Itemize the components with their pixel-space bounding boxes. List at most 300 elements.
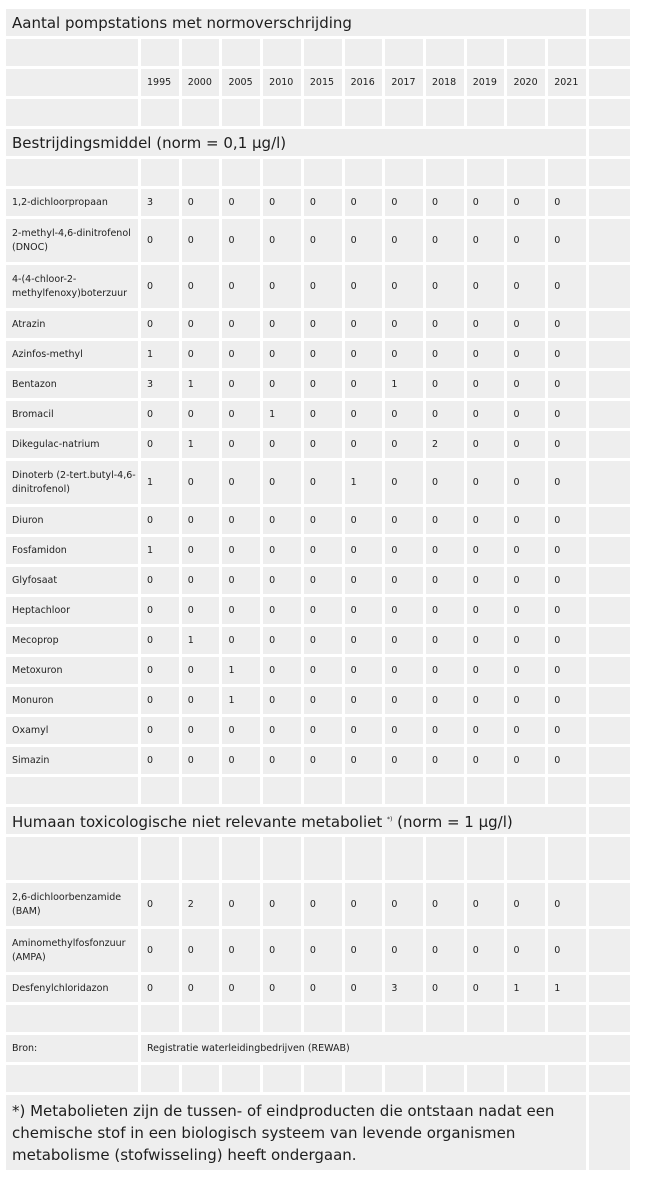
empty-cell (304, 1005, 342, 1032)
value-cell: 0 (548, 341, 586, 368)
section1-title: Bestrijdingsmiddel (norm = 0,1 µg/l) (6, 129, 586, 156)
year-header: 2010 (263, 69, 301, 96)
empty-cell (589, 189, 630, 216)
value-cell: 0 (345, 537, 383, 564)
value-cell: 0 (426, 929, 464, 972)
row-label: Metoxuron (6, 657, 138, 684)
value-cell: 0 (467, 717, 505, 744)
table-row (6, 929, 630, 972)
row-label: Monuron (6, 687, 138, 714)
empty-cell (222, 1065, 260, 1092)
empty-cell (141, 39, 179, 66)
row-label: Bentazon (6, 371, 138, 398)
empty-cell (589, 537, 630, 564)
value-cell: 0 (141, 657, 179, 684)
value-cell: 0 (507, 401, 545, 428)
empty-cell (426, 1065, 464, 1092)
value-cell: 0 (304, 461, 342, 504)
empty-cell (589, 929, 630, 972)
empty-cell (182, 99, 220, 126)
empty-cell (426, 39, 464, 66)
page-title-row (6, 9, 630, 36)
value-cell: 0 (507, 507, 545, 534)
row-label: Azinfos-methyl (6, 341, 138, 368)
value-cell: 2 (182, 883, 220, 926)
value-cell: 0 (385, 401, 423, 428)
value-cell: 0 (304, 747, 342, 774)
empty-cell (548, 837, 586, 880)
spacer-row (6, 1005, 630, 1032)
value-cell: 0 (345, 627, 383, 654)
value-cell: 0 (345, 189, 383, 216)
value-cell: 0 (304, 717, 342, 744)
value-cell: 0 (182, 717, 220, 744)
value-cell: 0 (263, 537, 301, 564)
value-cell: 0 (222, 189, 260, 216)
value-cell: 0 (182, 597, 220, 624)
table-row (6, 219, 630, 262)
table-row (6, 371, 630, 398)
value-cell: 0 (263, 461, 301, 504)
value-cell: 0 (263, 219, 301, 262)
empty-cell (385, 159, 423, 186)
empty-cell (426, 1005, 464, 1032)
value-cell: 3 (385, 975, 423, 1002)
value-cell: 1 (222, 687, 260, 714)
value-cell: 0 (507, 627, 545, 654)
empty-cell (6, 39, 138, 66)
value-cell: 0 (467, 311, 505, 338)
empty-cell (6, 69, 138, 96)
empty-cell (589, 507, 630, 534)
value-cell: 0 (385, 597, 423, 624)
value-cell: 3 (141, 189, 179, 216)
empty-cell (304, 1065, 342, 1092)
value-cell: 0 (141, 975, 179, 1002)
value-cell: 0 (426, 567, 464, 594)
value-cell: 0 (548, 929, 586, 972)
value-cell: 0 (507, 747, 545, 774)
value-cell: 0 (222, 537, 260, 564)
table-row (6, 265, 630, 308)
table-row (6, 567, 630, 594)
value-cell: 0 (222, 401, 260, 428)
value-cell: 0 (304, 341, 342, 368)
value-cell: 0 (304, 507, 342, 534)
empty-cell (589, 567, 630, 594)
spacer-row (6, 837, 630, 880)
value-cell: 0 (548, 747, 586, 774)
data-table-container (6, 9, 630, 1173)
empty-cell (141, 1005, 179, 1032)
value-cell: 0 (222, 461, 260, 504)
value-cell: 0 (345, 597, 383, 624)
value-cell: 0 (345, 567, 383, 594)
empty-cell (589, 9, 630, 36)
empty-cell (467, 837, 505, 880)
empty-cell (385, 1005, 423, 1032)
value-cell: 0 (345, 265, 383, 308)
empty-cell (182, 777, 220, 804)
empty-cell (589, 401, 630, 428)
empty-cell (548, 99, 586, 126)
value-cell: 0 (222, 311, 260, 338)
row-label: Dikegulac-natrium (6, 431, 138, 458)
empty-cell (548, 159, 586, 186)
page-title: Aantal pompstations met normoverschrijding (6, 9, 586, 36)
value-cell: 0 (345, 311, 383, 338)
empty-cell (467, 777, 505, 804)
value-cell: 0 (507, 219, 545, 262)
value-cell: 0 (548, 597, 586, 624)
value-cell: 0 (304, 597, 342, 624)
spacer-row (6, 777, 630, 804)
value-cell: 0 (426, 975, 464, 1002)
value-cell: 0 (426, 265, 464, 308)
value-cell: 0 (385, 687, 423, 714)
value-cell: 0 (426, 883, 464, 926)
value-cell: 0 (182, 401, 220, 428)
value-cell: 0 (548, 537, 586, 564)
value-cell: 0 (426, 747, 464, 774)
empty-cell (507, 837, 545, 880)
empty-cell (141, 1065, 179, 1092)
value-cell: 0 (426, 717, 464, 744)
spacer-row (6, 159, 630, 186)
empty-cell (548, 1005, 586, 1032)
value-cell: 0 (426, 687, 464, 714)
empty-cell (589, 807, 630, 834)
value-cell: 0 (222, 371, 260, 398)
value-cell: 0 (426, 371, 464, 398)
empty-cell (589, 311, 630, 338)
empty-cell (385, 99, 423, 126)
value-cell: 0 (426, 189, 464, 216)
value-cell: 0 (467, 627, 505, 654)
empty-cell (589, 265, 630, 308)
empty-cell (385, 1065, 423, 1092)
value-cell: 1 (141, 461, 179, 504)
value-cell: 0 (426, 657, 464, 684)
row-label: 4-(4-chloor-2-methylfenoxy)boterzuur (6, 265, 138, 308)
value-cell: 0 (548, 265, 586, 308)
empty-cell (304, 39, 342, 66)
value-cell: 0 (182, 567, 220, 594)
empty-cell (507, 159, 545, 186)
value-cell: 0 (385, 461, 423, 504)
value-cell: 0 (548, 883, 586, 926)
value-cell: 0 (345, 341, 383, 368)
value-cell: 0 (345, 371, 383, 398)
value-cell: 0 (263, 189, 301, 216)
value-cell: 0 (548, 311, 586, 338)
row-label: Aminomethylfosfonzuur (AMPA) (6, 929, 138, 972)
value-cell: 0 (222, 883, 260, 926)
value-cell: 0 (507, 597, 545, 624)
value-cell: 0 (141, 567, 179, 594)
value-cell: 1 (182, 431, 220, 458)
empty-cell (589, 371, 630, 398)
table-row (6, 461, 630, 504)
value-cell: 0 (467, 929, 505, 972)
value-cell: 0 (548, 687, 586, 714)
empty-cell (345, 777, 383, 804)
empty-cell (182, 39, 220, 66)
empty-cell (263, 1065, 301, 1092)
value-cell: 0 (507, 189, 545, 216)
value-cell: 0 (182, 929, 220, 972)
value-cell: 0 (548, 657, 586, 684)
spacer-row (6, 1065, 630, 1092)
value-cell: 0 (548, 507, 586, 534)
value-cell: 2 (426, 431, 464, 458)
value-cell: 0 (304, 371, 342, 398)
value-cell: 0 (263, 341, 301, 368)
value-cell: 0 (182, 975, 220, 1002)
table-row (6, 657, 630, 684)
value-cell: 0 (304, 687, 342, 714)
section2-title (6, 807, 586, 834)
value-cell: 0 (141, 883, 179, 926)
section2-title-row (6, 807, 630, 834)
value-cell: 0 (263, 883, 301, 926)
value-cell: 0 (345, 747, 383, 774)
value-cell: 0 (222, 507, 260, 534)
value-cell: 0 (345, 657, 383, 684)
empty-cell (467, 99, 505, 126)
value-cell: 0 (263, 371, 301, 398)
empty-cell (426, 159, 464, 186)
table-row (6, 431, 630, 458)
table-row (6, 537, 630, 564)
value-cell: 1 (507, 975, 545, 1002)
value-cell: 0 (507, 883, 545, 926)
empty-cell (345, 159, 383, 186)
value-cell: 0 (507, 717, 545, 744)
empty-cell (589, 99, 630, 126)
source-value: Registratie waterleidingbedrijven (REWAB) (141, 1035, 586, 1062)
value-cell: 0 (507, 461, 545, 504)
row-label: Simazin (6, 747, 138, 774)
table-row (6, 189, 630, 216)
empty-cell (589, 747, 630, 774)
empty-cell (263, 159, 301, 186)
value-cell: 0 (467, 431, 505, 458)
empty-cell (589, 431, 630, 458)
value-cell: 0 (182, 311, 220, 338)
value-cell: 0 (507, 341, 545, 368)
empty-cell (548, 1065, 586, 1092)
value-cell: 0 (548, 461, 586, 504)
empty-cell (589, 69, 630, 96)
empty-cell (589, 129, 630, 156)
year-header: 2005 (222, 69, 260, 96)
row-label: Desfenylchloridazon (6, 975, 138, 1002)
row-label: Heptachloor (6, 597, 138, 624)
value-cell: 0 (304, 883, 342, 926)
value-cell: 0 (426, 597, 464, 624)
section2-title-text: Humaan toxicologische niet relevante metaboliet (12, 812, 388, 831)
empty-cell (589, 975, 630, 1002)
value-cell: 0 (304, 265, 342, 308)
empty-cell (507, 1005, 545, 1032)
value-cell: 0 (222, 747, 260, 774)
empty-cell (345, 1065, 383, 1092)
value-cell: 0 (345, 975, 383, 1002)
empty-cell (507, 1065, 545, 1092)
value-cell: 0 (426, 311, 464, 338)
source-label: Bron: (6, 1035, 138, 1062)
empty-cell (304, 837, 342, 880)
value-cell: 0 (345, 431, 383, 458)
value-cell: 0 (426, 507, 464, 534)
value-cell: 0 (385, 265, 423, 308)
empty-cell (426, 99, 464, 126)
table-row (6, 311, 630, 338)
value-cell: 0 (304, 975, 342, 1002)
empty-cell (222, 777, 260, 804)
value-cell: 0 (467, 597, 505, 624)
value-cell: 0 (548, 431, 586, 458)
value-cell: 1 (182, 371, 220, 398)
value-cell: 0 (263, 507, 301, 534)
empty-cell (345, 837, 383, 880)
empty-cell (548, 777, 586, 804)
value-cell: 0 (385, 537, 423, 564)
table-row (6, 507, 630, 534)
empty-cell (182, 1065, 220, 1092)
value-cell: 0 (467, 461, 505, 504)
row-label: Diuron (6, 507, 138, 534)
value-cell: 0 (345, 687, 383, 714)
footnote-marker: *) (387, 815, 393, 823)
year-header: 1995 (141, 69, 179, 96)
value-cell: 1 (182, 627, 220, 654)
value-cell: 0 (467, 189, 505, 216)
value-cell: 0 (385, 219, 423, 262)
value-cell: 0 (426, 219, 464, 262)
empty-cell (507, 777, 545, 804)
value-cell: 0 (141, 431, 179, 458)
value-cell: 0 (182, 219, 220, 262)
value-cell: 0 (141, 929, 179, 972)
empty-cell (304, 99, 342, 126)
empty-cell (467, 1065, 505, 1092)
empty-cell (385, 39, 423, 66)
table-body (6, 9, 630, 1170)
row-label: 2-methyl-4,6-dinitrofenol (DNOC) (6, 219, 138, 262)
value-cell: 1 (141, 537, 179, 564)
value-cell: 0 (548, 189, 586, 216)
value-cell: 0 (222, 567, 260, 594)
section1-title-row (6, 129, 630, 156)
value-cell: 0 (263, 597, 301, 624)
empty-cell (426, 837, 464, 880)
table-row (6, 687, 630, 714)
value-cell: 1 (141, 341, 179, 368)
value-cell: 0 (467, 567, 505, 594)
value-cell: 0 (467, 401, 505, 428)
value-cell: 0 (385, 567, 423, 594)
value-cell: 0 (263, 747, 301, 774)
value-cell: 0 (426, 401, 464, 428)
row-label: Fosfamidon (6, 537, 138, 564)
empty-cell (589, 1065, 630, 1092)
value-cell: 3 (141, 371, 179, 398)
footnote-row (6, 1095, 630, 1170)
value-cell: 0 (507, 431, 545, 458)
value-cell: 0 (263, 657, 301, 684)
value-cell: 0 (507, 371, 545, 398)
empty-cell (589, 1035, 630, 1062)
empty-cell (385, 777, 423, 804)
empty-cell (222, 39, 260, 66)
value-cell: 0 (548, 371, 586, 398)
empty-cell (182, 837, 220, 880)
table-row (6, 401, 630, 428)
value-cell: 0 (467, 507, 505, 534)
empty-cell (263, 39, 301, 66)
value-cell: 0 (385, 717, 423, 744)
value-cell: 0 (467, 341, 505, 368)
table-row (6, 883, 630, 926)
value-cell: 0 (304, 567, 342, 594)
empty-cell (6, 1005, 138, 1032)
value-cell: 0 (263, 311, 301, 338)
empty-cell (304, 777, 342, 804)
value-cell: 0 (304, 401, 342, 428)
row-label: Glyfosaat (6, 567, 138, 594)
empty-cell (589, 837, 630, 880)
value-cell: 0 (263, 717, 301, 744)
empty-cell (182, 159, 220, 186)
value-cell: 0 (385, 189, 423, 216)
value-cell: 0 (141, 627, 179, 654)
empty-cell (263, 99, 301, 126)
value-cell: 0 (304, 219, 342, 262)
value-cell: 1 (263, 401, 301, 428)
value-cell: 0 (507, 657, 545, 684)
row-label: Bromacil (6, 401, 138, 428)
value-cell: 0 (304, 189, 342, 216)
value-cell: 0 (182, 461, 220, 504)
value-cell: 0 (141, 265, 179, 308)
value-cell: 0 (345, 929, 383, 972)
data-table (3, 6, 633, 1173)
value-cell: 0 (141, 311, 179, 338)
table-row (6, 597, 630, 624)
value-cell: 0 (263, 687, 301, 714)
empty-cell (345, 39, 383, 66)
empty-cell (589, 39, 630, 66)
value-cell: 0 (467, 657, 505, 684)
value-cell: 0 (345, 717, 383, 744)
value-cell: 0 (263, 265, 301, 308)
table-row (6, 717, 630, 744)
value-cell: 0 (182, 341, 220, 368)
value-cell: 0 (222, 929, 260, 972)
empty-cell (6, 1065, 138, 1092)
value-cell: 0 (182, 687, 220, 714)
value-cell: 0 (222, 265, 260, 308)
empty-cell (222, 1005, 260, 1032)
row-label: Dinoterb (2-tert.butyl-4,6-dinitrofenol) (6, 461, 138, 504)
value-cell: 0 (263, 431, 301, 458)
table-row (6, 627, 630, 654)
value-cell: 0 (263, 627, 301, 654)
value-cell: 0 (304, 311, 342, 338)
empty-cell (6, 159, 138, 186)
